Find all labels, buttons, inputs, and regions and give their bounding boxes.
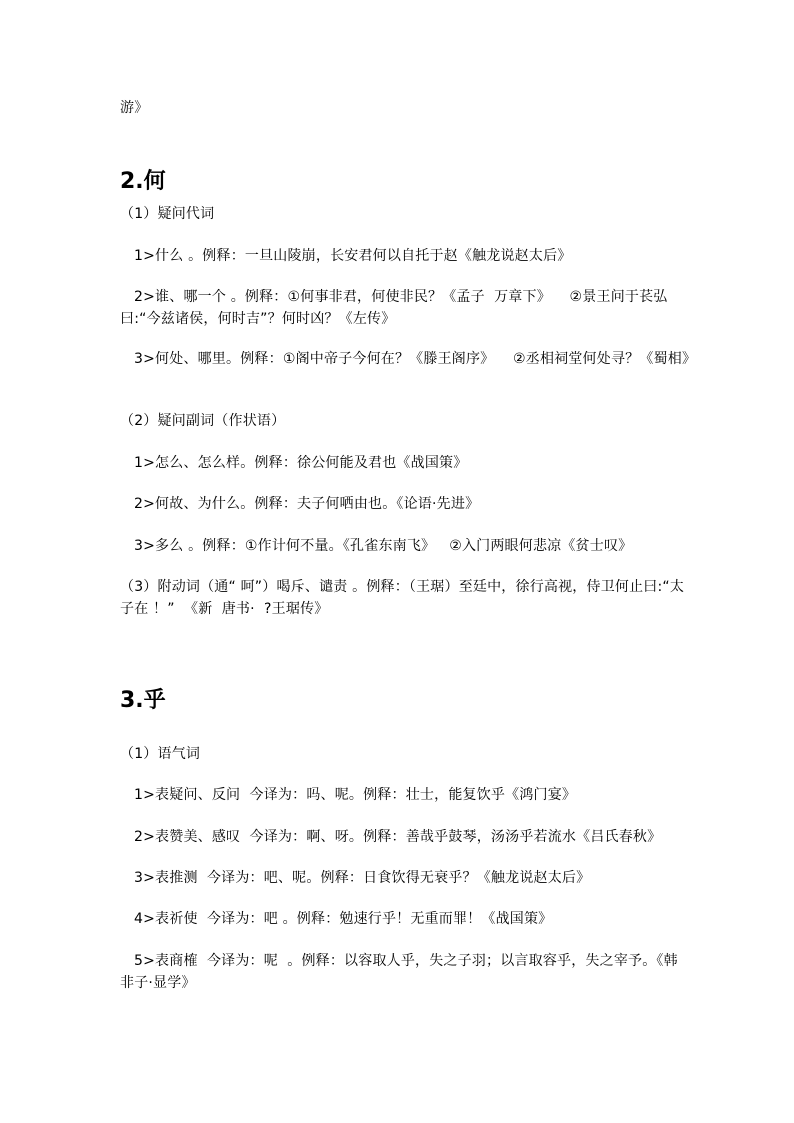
section-title-hu: 3.乎 bbox=[120, 688, 166, 713]
continuation-text: 游》 bbox=[120, 100, 149, 116]
subheading-modal-particle: （1）语气词 bbox=[120, 746, 201, 762]
subheading-interrogative-pronoun: （1）疑问代词 bbox=[120, 206, 215, 222]
definition-item: 2>表赞美、感叹 今译为：啊、呀。例释：善哉乎鼓琴，汤汤乎若流水《吕氏春秋》 bbox=[134, 829, 662, 845]
definition-item: 2>何故、为什么。例释：夫子何哂由也。《论语·先进》 bbox=[134, 496, 480, 512]
definition-item: 1>表疑问、反问 今译为：吗、呢。例释：壮士，能复饮乎《鸿门宴》 bbox=[134, 787, 577, 803]
definition-item: 5>表商榷 今译为：呢 。例释：以容取人乎，失之子羽；以言取容乎，失之宰予。《韩非子·显学》 bbox=[120, 953, 678, 991]
definition-item: 1>什么 。例释：一旦山陵崩，长安君何以自托于赵《触龙说赵太后》 bbox=[134, 248, 572, 264]
definition-item: 1>怎么、怎么样。例释：徐公何能及君也《战国策》 bbox=[134, 455, 468, 471]
definition-item: 3>表推测 今译为：吧、呢。例释：日食饮得无衰乎？《触龙说赵太后》 bbox=[134, 870, 591, 886]
section-title-he: 2.何 bbox=[120, 169, 166, 194]
definition-item: 2>谁、哪一个 。例释：①何事非君，何使非民？《孟子 万章下》 ②景王问于苌弘曰:“今兹诸侯，何时吉”？何时凶？《左传》 bbox=[120, 289, 668, 327]
subheading-interrogative-adverb: （2）疑问副词（作状语） bbox=[120, 413, 286, 429]
subheading-verb-usage: （3）附动词（通“ 呵”）喝斥、谴责 。例释：（王琚）至廷中，徐行高视，侍卫何止曰:“太子在 ！” 《新 唐书· ?王琚传》 bbox=[120, 579, 685, 617]
definition-item: 4>表祈使 今译为：吧 。例释：勉速行乎！无重而罪！《战国策》 bbox=[134, 911, 553, 927]
definition-item: 3>何处、哪里。例释：①阁中帝子今何在？《滕王阁序》 ②丞相祠堂何处寻？《蜀相》 bbox=[134, 351, 697, 367]
definition-item: 3>多么 。例释：①作计何不量。《孔雀东南飞》 ②入门两眼何悲凉《贫士叹》 bbox=[134, 538, 633, 554]
